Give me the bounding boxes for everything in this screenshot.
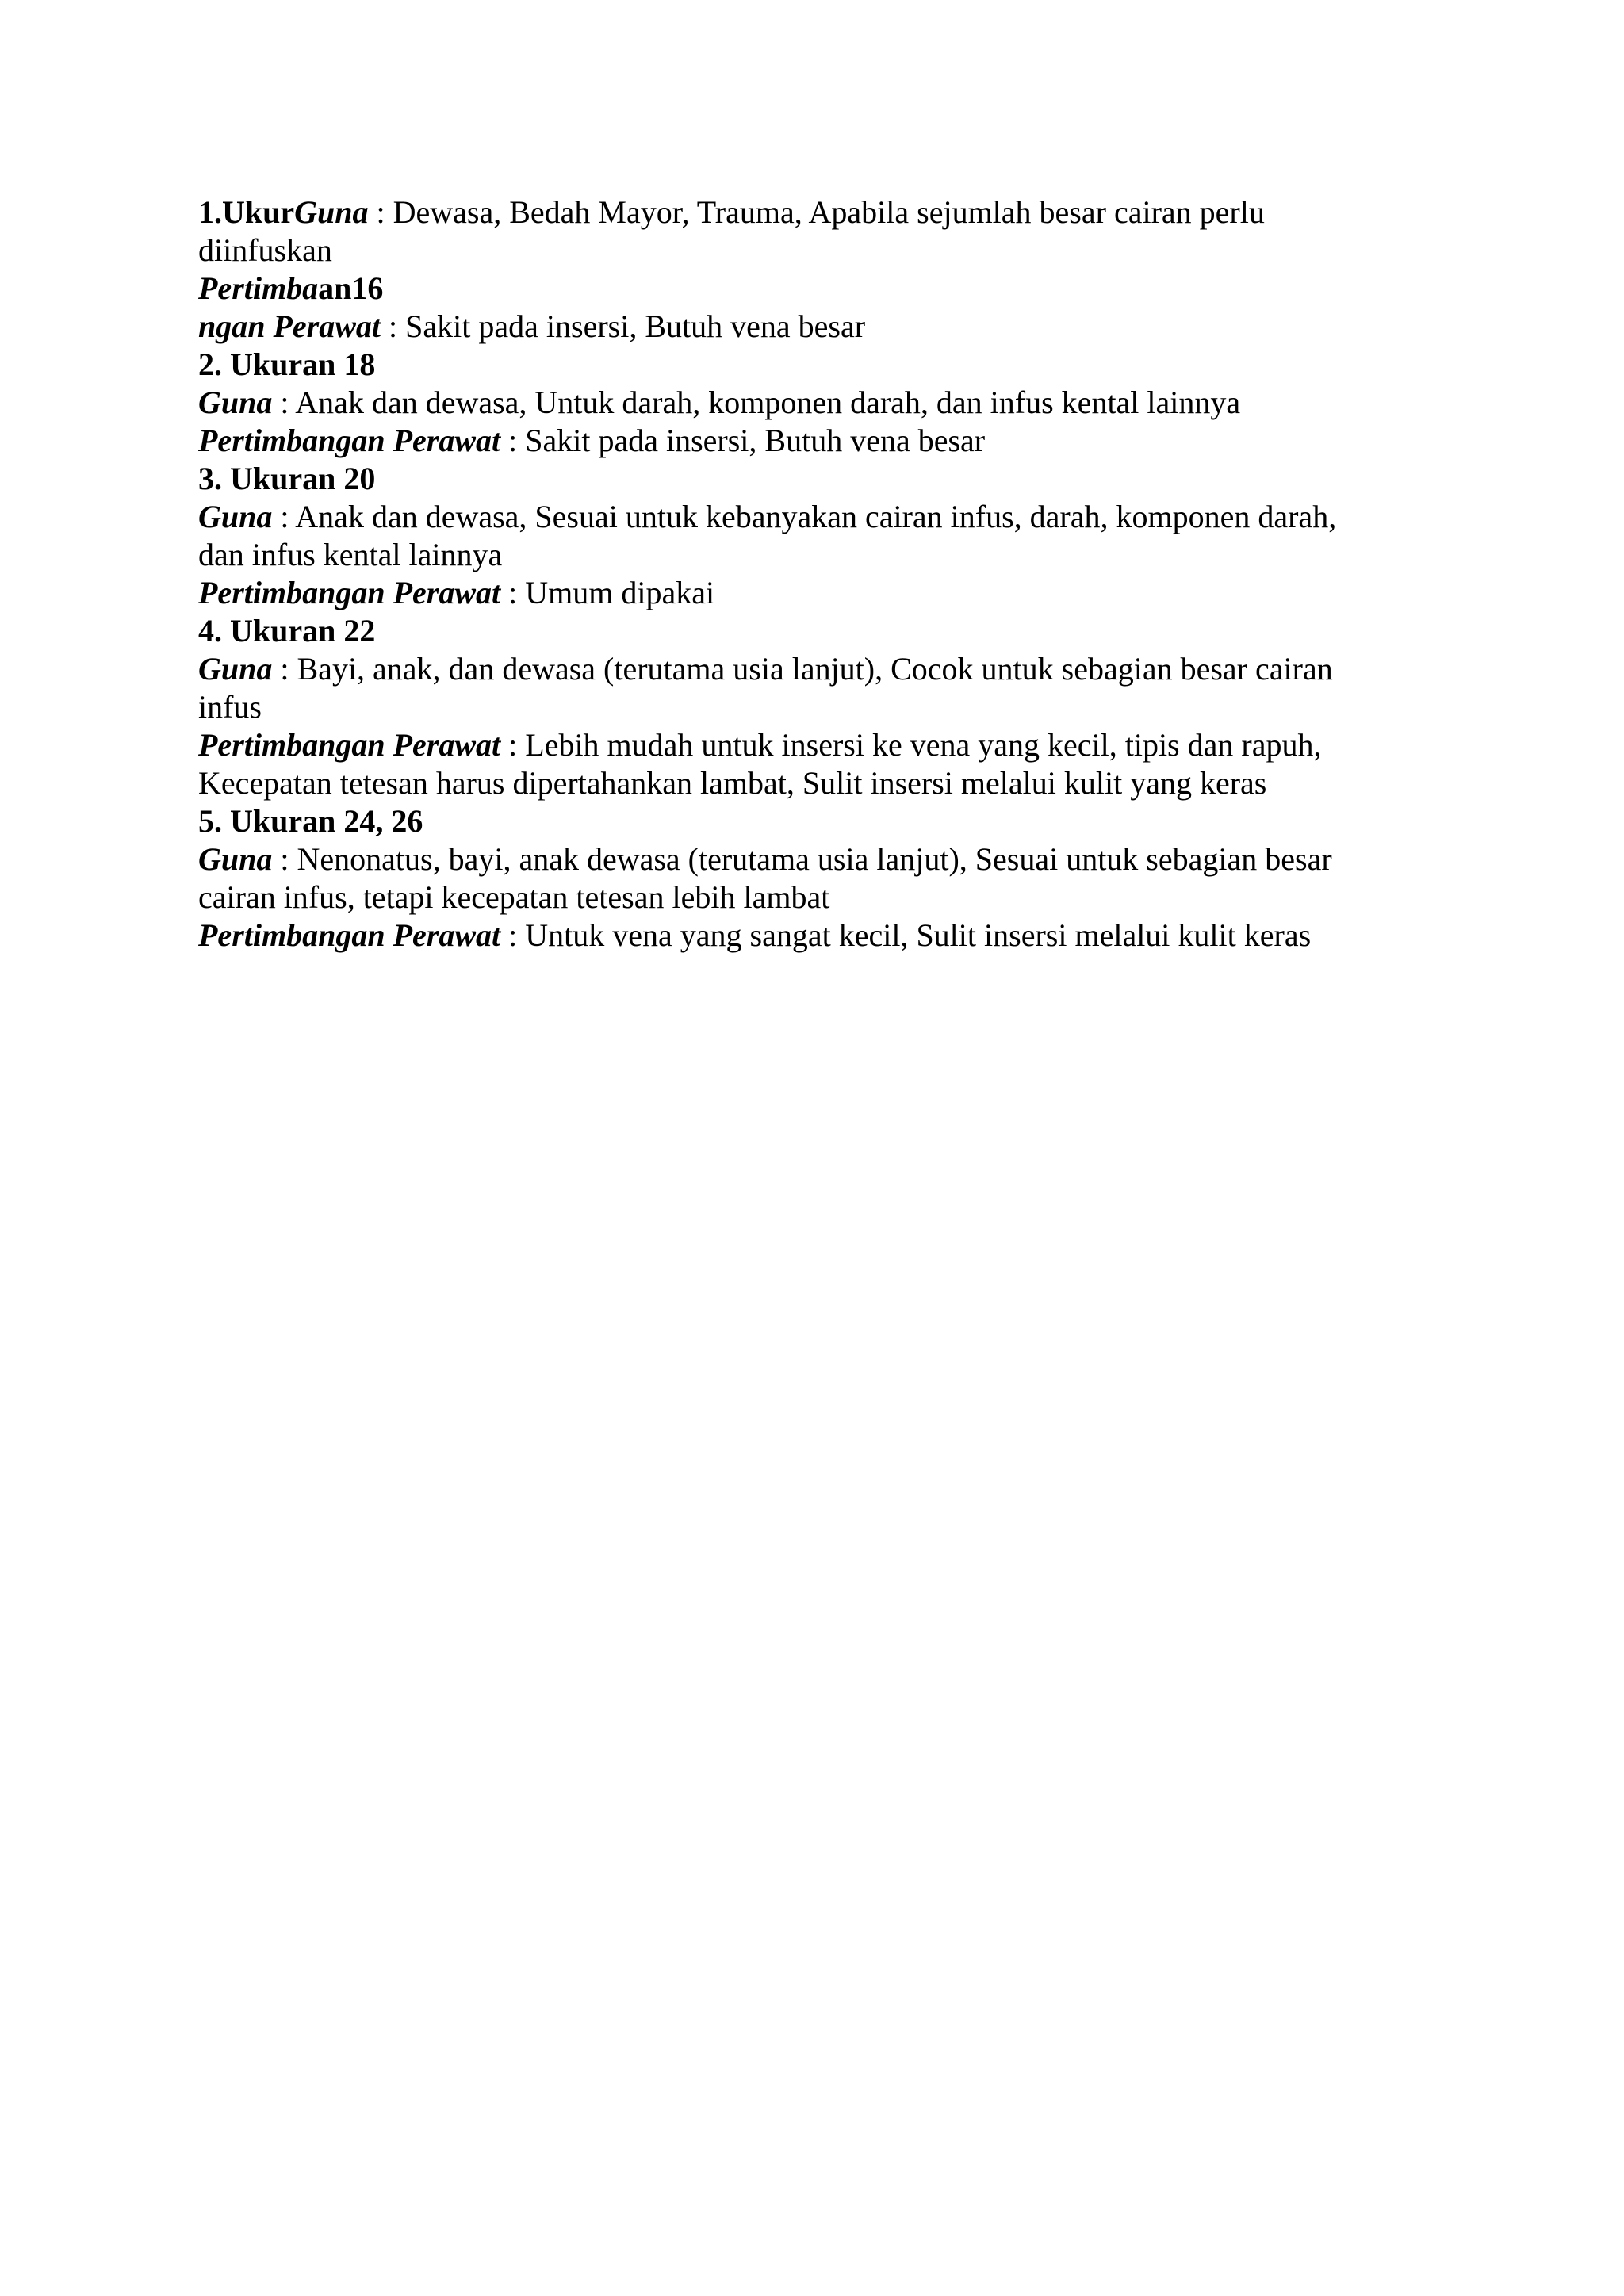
entry1-guna-text: : Dewasa, Bedah Mayor, Trauma, Apabila sejumlah besar cairan perlu <box>368 194 1265 230</box>
entry1-prefix: 1.Ukur <box>198 194 295 230</box>
entry5-pertimbangan-label: Pertimbangan Perawat <box>198 917 501 953</box>
entry1-broken-bold-part: an16 <box>318 270 384 306</box>
entry2-guna-line1 <box>198 384 1435 422</box>
entry1-broken-line <box>198 270 1435 308</box>
entry1-guna-label: Guna <box>294 194 369 230</box>
entry4-guna-text: : Bayi, anak, dan dewasa (terutama usia lanjut), Cocok untuk sebagian besar cairan <box>272 651 1333 687</box>
entry4-heading: 4. Ukuran 22 <box>198 613 376 649</box>
entry5-guna-line2: cairan infus, tetapi kecepatan tetesan lebih lambat <box>198 879 830 915</box>
entry5-heading: 5. Ukuran 24, 26 <box>198 803 423 839</box>
entry4-guna-label: Guna <box>198 651 273 687</box>
entry1-broken-label-part1: Pertimba <box>198 270 319 306</box>
entry3-guna-line1 <box>198 498 1435 536</box>
entry5-pertimbangan-text: : Untuk vena yang sangat kecil, Sulit insersi melalui kulit keras <box>500 917 1312 953</box>
entry5-pertimbangan-line1 <box>198 916 1435 955</box>
entry1-pertimbangan-label: ngan Perawat <box>198 308 381 344</box>
entry4-guna-line1 <box>198 650 1435 688</box>
entry1-guna-line2: diinfuskan <box>198 232 332 268</box>
entry2-pertimbangan-line1 <box>198 422 1435 460</box>
entry3-guna-text: : Anak dan dewasa, Sesuai untuk kebanyakan cairan infus, darah, komponen darah, <box>272 499 1337 534</box>
entry3-pertimbangan-label: Pertimbangan Perawat <box>198 575 501 610</box>
entry1-guna-line1 <box>198 193 1435 232</box>
entry4-pertimbangan-line1 <box>198 726 1435 764</box>
entry4-guna-line2: infus <box>198 689 262 725</box>
entry5-guna-line1 <box>198 840 1435 878</box>
entry2-heading: 2. Ukuran 18 <box>198 346 376 382</box>
entry3-guna-label: Guna <box>198 499 273 534</box>
entry4-pertimbangan-label: Pertimbangan Perawat <box>198 727 501 763</box>
entry2-pertimbangan-label: Pertimbangan Perawat <box>198 423 501 458</box>
entry1-pertimbangan-text: : Sakit pada insersi, Butuh vena besar <box>381 308 866 344</box>
document-body <box>198 193 1435 955</box>
entry3-guna-line2: dan infus kental lainnya <box>198 537 503 572</box>
entry2-pertimbangan-text: : Sakit pada insersi, Butuh vena besar <box>500 423 986 458</box>
entry4-pertimbangan-line2: Kecepatan tetesan harus dipertahankan lambat, Sulit insersi melalui kulit yang keras <box>198 765 1267 801</box>
entry3-pertimbangan-line1 <box>198 574 1435 612</box>
entry3-heading: 3. Ukuran 20 <box>198 461 376 496</box>
entry2-guna-text: : Anak dan dewasa, Untuk darah, komponen darah, dan infus kental lainnya <box>272 385 1241 420</box>
entry3-pertimbangan-text: : Umum dipakai <box>500 575 715 610</box>
entry5-guna-label: Guna <box>198 841 273 877</box>
entry5-guna-text: : Nenonatus, bayi, anak dewasa (terutama usia lanjut), Sesuai untuk sebagian besar <box>272 841 1332 877</box>
entry1-pertimbangan-line <box>198 308 1435 346</box>
entry4-pertimbangan-text: : Lebih mudah untuk insersi ke vena yang kecil, tipis dan rapuh, <box>500 727 1322 763</box>
entry2-guna-label: Guna <box>198 385 273 420</box>
